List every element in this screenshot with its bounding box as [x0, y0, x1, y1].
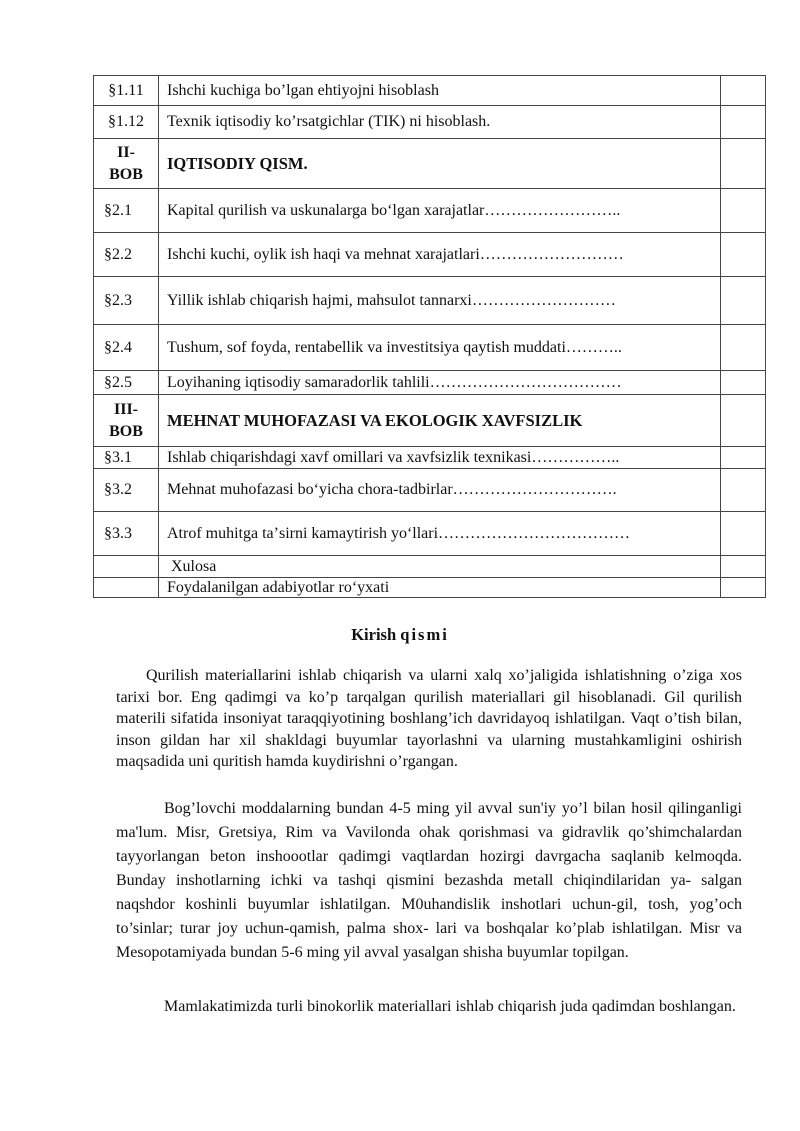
- toc-page-cell: [721, 277, 766, 325]
- toc-chapter-number: II- BOB: [94, 139, 159, 189]
- toc-section-title: Mehnat muhofazasi boʻyicha chora-tadbirlar………………………….: [159, 469, 721, 512]
- toc-row: [94, 371, 766, 395]
- intro-heading-spaced-word: qismi: [400, 625, 449, 644]
- toc-row: [94, 189, 766, 233]
- toc-section-title: Yillik ishlab chiqarish hajmi, mahsulot tannarxi………………………: [159, 277, 721, 325]
- toc-chapter-number: III- BOB: [94, 395, 159, 447]
- toc-section-number: §3.1: [94, 447, 159, 469]
- toc-chapter-row: [94, 395, 766, 447]
- toc-section-number: §3.3: [94, 512, 159, 556]
- toc-section-number: §2.4: [94, 325, 159, 371]
- toc-page-cell: [721, 325, 766, 371]
- toc-chapter-row: [94, 139, 766, 189]
- toc-page-cell: [721, 578, 766, 598]
- toc-section-number: §2.1: [94, 189, 159, 233]
- toc-section-title: Tushum, sof foyda, rentabellik va investitsiya qaytish muddati………..: [159, 325, 721, 371]
- intro-paragraph: Qurilish materiallarini ishlab chiqarish va ularni xalq xo’jaligida ishlatishning o’ziga xos tarixi bor. Eng qadimgi va ko’p tarqalgan qurilish materiallari gil hisoblanadi. Gil qurilish materili sifatida insoniyat taraqqiyotining boshlang’ich davridayoq ishlatilgan. Vaqt o’tish bilan, inson gildan har xil shakldagi buyumlar tayorlashni va ularning mustahkamligini oshirish maqsadida uni quritish hamda kuydirishni o’rgangan.: [116, 667, 742, 770]
- table-of-contents: [93, 75, 766, 598]
- toc-section-number: §2.5: [94, 371, 159, 395]
- toc-page-cell: [721, 469, 766, 512]
- toc-row: [94, 556, 766, 578]
- toc-row: [94, 106, 766, 139]
- toc-chapter-title: MEHNAT MUHOFAZASI VA EKOLOGIK XAVFSIZLIK: [159, 395, 721, 447]
- toc-section-number: §2.2: [94, 233, 159, 277]
- intro-heading-word: Kirish: [351, 625, 397, 644]
- toc-page-cell: [721, 371, 766, 395]
- toc-page-cell: [721, 233, 766, 277]
- intro-paragraph: Mamlakatimizda turli binokorlik materiallari ishlab chiqarish juda qadimdan boshlangan.: [164, 998, 736, 1015]
- toc-row: [94, 469, 766, 512]
- toc-section-number: §2.3: [94, 277, 159, 325]
- toc-page-cell: [721, 106, 766, 139]
- toc-row: [94, 447, 766, 469]
- toc-chapter-title: IQTISODIY QISM.: [159, 139, 721, 189]
- toc-section-number: §1.12: [94, 106, 159, 139]
- toc-section-title: Ishchi kuchiga bo’lgan ehtiyojni hisoblash: [159, 76, 721, 106]
- toc-section-title: Kapital qurilish va uskunalarga boʻlgan xarajatlar……………………..: [159, 189, 721, 233]
- toc-row: [94, 233, 766, 277]
- toc-row: [94, 277, 766, 325]
- toc-section-title: Atrof muhitga taʼsirni kamaytirish yoʻllari………………………………: [159, 512, 721, 556]
- toc-page-cell: [721, 76, 766, 106]
- toc-section-title: Loyihaning iqtisodiy samaradorlik tahlili………………………………: [159, 371, 721, 395]
- toc-page-cell: [721, 512, 766, 556]
- toc-section-number: §3.2: [94, 469, 159, 512]
- toc-page-cell: [721, 189, 766, 233]
- toc-page-cell: [721, 139, 766, 189]
- toc-row: [94, 578, 766, 598]
- intro-paragraph: Bog’lovchi moddalarning bundan 4-5 ming yil avval sun'iy yo’l bilan hosil qilinganligi ma'lum. Misr, Gretsiya, Rim va Vavilonda ohak qorishmasi va gidravlik qo’shimchalardan tayyorlangan beton inshoootlar qadimgi vaqtlardan hozirgi davrgacha saqlanib kelmoqda. Bunday inshotlarning ichki va tashqi qismini bezashda metall chiqindilaridan ya- salgan naqshdor koshinli buyumlar ishlatilgan. M0uhandislik inshotlari uchun-gil, tosh, yog’och to’sinlar; turar joy uchun-qamish, palma shox- lari va boshqalar ko’plab ishlatilgan. Misr va Mesopotamiyada bundan 5-6 ming yil avval yasalgan shisha buyumlar topilgan.: [116, 800, 742, 961]
- intro-heading: [0, 625, 800, 645]
- toc-row: [94, 512, 766, 556]
- toc-section-number: [94, 578, 159, 598]
- toc-section-title: Texnik iqtisodiy ko’rsatgichlar (TIK) ni hisoblash.: [159, 106, 721, 139]
- toc-row: [94, 76, 766, 106]
- toc-section-title: Ishchi kuchi, oylik ish haqi va mehnat xarajatlari………………………: [159, 233, 721, 277]
- toc-page-cell: [721, 556, 766, 578]
- toc-section-number: [94, 556, 159, 578]
- toc-section-number: §1.11: [94, 76, 159, 106]
- toc-page-cell: [721, 447, 766, 469]
- toc-section-title: Ishlab chiqarishdagi xavf omillari va xavfsizlik texnikasi……………..: [159, 447, 721, 469]
- toc-page-cell: [721, 395, 766, 447]
- toc-section-title: Xulosa: [159, 556, 721, 578]
- toc-row: [94, 325, 766, 371]
- toc-section-title: Foydalanilgan adabiyotlar roʻyxati: [159, 578, 721, 598]
